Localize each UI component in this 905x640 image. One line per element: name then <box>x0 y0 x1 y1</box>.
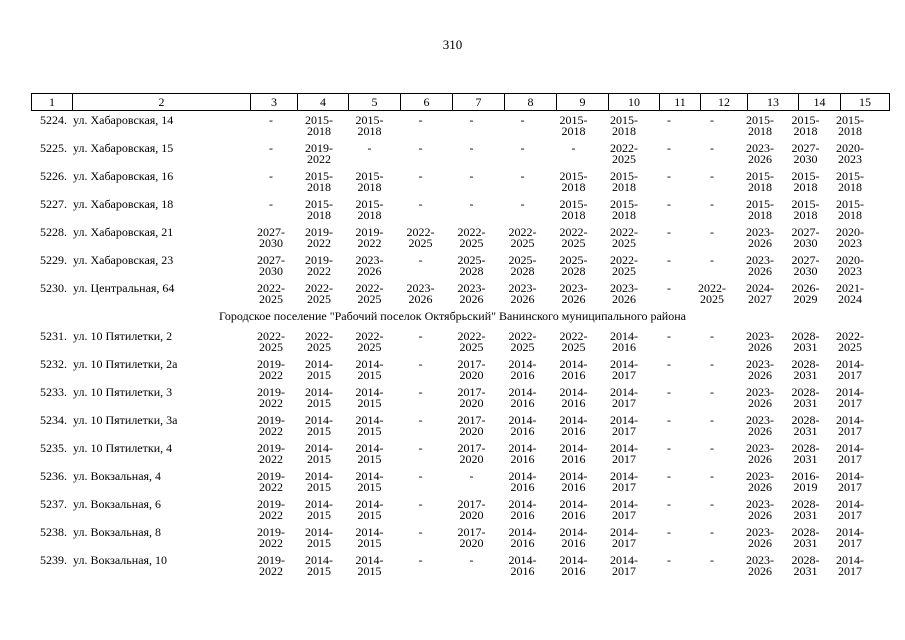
row-cell-col-5: 2022- 2025 <box>355 281 384 306</box>
row-cell-col-11: - <box>667 525 671 539</box>
row-cell-col-11: - <box>667 281 671 295</box>
row-cell-col-11: - <box>667 441 671 455</box>
row-cell-col-7: 2017- 2020 <box>457 385 486 410</box>
header-col-11: 11 <box>660 94 701 111</box>
table-row <box>31 524 874 552</box>
row-cell-col-5: 2019- 2022 <box>355 225 384 250</box>
row-cell-col-4: 2015- 2018 <box>305 197 333 222</box>
row-cell-col-14: 2026- 2029 <box>791 281 820 306</box>
row-cell-col-10: 2014- 2017 <box>610 553 638 578</box>
row-cell-col-9: - <box>571 141 576 155</box>
data-rows <box>31 112 874 580</box>
row-cell-col-10: 2014- 2017 <box>610 441 638 466</box>
header-col-1: 1 <box>32 94 73 111</box>
header-col-4: 4 <box>298 94 349 111</box>
table-row <box>31 384 874 412</box>
row-cell-col-9: 2014- 2016 <box>559 441 588 466</box>
row-cell-col-9: 2014- 2016 <box>559 357 588 382</box>
row-cell-col-8: 2014- 2016 <box>508 497 537 522</box>
row-cell-col-3: 2019- 2022 <box>257 525 285 550</box>
row-cell-col-11: - <box>667 357 671 371</box>
row-cell-col-9: 2014- 2016 <box>559 385 588 410</box>
row-cell-col-12: - <box>710 113 714 127</box>
row-address: ул. Вокзальная, 6 <box>73 497 162 511</box>
row-address: ул. Вокзальная, 4 <box>73 469 162 483</box>
row-cell-col-3: - <box>269 113 273 127</box>
row-cell-col-8: - <box>520 169 525 183</box>
row-cell-col-9: 2025- 2028 <box>559 253 588 278</box>
row-cell-col-12: - <box>710 141 714 155</box>
row-cell-col-3: 2019- 2022 <box>257 357 285 382</box>
row-cell-col-10: 2014- 2017 <box>610 497 638 522</box>
table-row <box>31 196 874 224</box>
row-cell-col-4: 2019- 2022 <box>305 141 333 166</box>
row-cell-col-3: 2019- 2022 <box>257 497 285 522</box>
row-cell-col-6: - <box>418 469 423 483</box>
row-cell-col-3: 2027- 2030 <box>257 253 285 278</box>
row-cell-col-15: 2014- 2017 <box>836 525 864 550</box>
row-cell-col-11: - <box>667 385 671 399</box>
table-row <box>31 552 874 580</box>
row-cell-col-7: 2017- 2020 <box>457 413 486 438</box>
row-cell-col-14: 2015- 2018 <box>791 169 820 194</box>
row-cell-col-9: 2014- 2016 <box>559 525 588 550</box>
row-number: 5238. <box>40 525 67 539</box>
row-number: 5231. <box>40 329 67 343</box>
row-cell-col-4: 2019- 2022 <box>305 253 333 278</box>
row-cell-col-9: 2015- 2018 <box>559 169 588 194</box>
row-number: 5239. <box>40 553 67 567</box>
row-cell-col-12: - <box>710 553 714 567</box>
row-cell-col-12: - <box>710 441 714 455</box>
row-cell-col-4: 2014- 2015 <box>305 497 333 522</box>
row-cell-col-15: 2020- 2023 <box>836 253 864 278</box>
row-cell-col-6: - <box>418 197 423 211</box>
row-cell-col-13: 2023- 2026 <box>746 329 774 354</box>
row-cell-col-9: 2022- 2025 <box>559 225 588 250</box>
row-cell-col-6: - <box>418 329 423 343</box>
row-cell-col-14: 2028- 2031 <box>791 385 820 410</box>
section-title: Городское поселение "Рабочий поселок Октябрьский" Ванинского муниципального района <box>219 309 686 323</box>
row-address: ул. 10 Пятилетки, 4 <box>73 441 173 455</box>
row-number: 5225. <box>40 141 67 155</box>
row-cell-col-14: 2028- 2031 <box>791 525 820 550</box>
row-cell-col-11: - <box>667 253 671 267</box>
row-cell-col-8: 2014- 2016 <box>508 441 537 466</box>
row-cell-col-13: 2015- 2018 <box>746 169 774 194</box>
row-cell-col-8: 2014- 2016 <box>508 525 537 550</box>
row-cell-col-13: 2023- 2026 <box>746 497 774 522</box>
table-row <box>31 224 874 252</box>
row-cell-col-6: 2023- 2026 <box>406 281 435 306</box>
row-cell-col-8: 2014- 2016 <box>508 385 537 410</box>
table-row <box>31 252 874 280</box>
row-cell-col-14: 2016- 2019 <box>791 469 820 494</box>
row-cell-col-13: 2015- 2018 <box>746 197 774 222</box>
row-cell-col-15: 2015- 2018 <box>836 113 864 138</box>
row-number: 5226. <box>40 169 67 183</box>
row-cell-col-11: - <box>667 113 671 127</box>
row-cell-col-6: - <box>418 385 423 399</box>
row-cell-col-13: 2023- 2026 <box>746 141 774 166</box>
row-address: ул. Хабаровская, 16 <box>73 169 174 183</box>
header-col-9: 9 <box>557 94 609 111</box>
row-cell-col-8: - <box>520 197 525 211</box>
row-cell-col-10: 2022- 2025 <box>610 253 638 278</box>
row-cell-col-13: 2023- 2026 <box>746 441 774 466</box>
row-cell-col-14: 2028- 2031 <box>791 413 820 438</box>
row-cell-col-5: 2014- 2015 <box>355 469 384 494</box>
table-row <box>31 328 874 356</box>
row-cell-col-8: - <box>520 113 525 127</box>
row-cell-col-3: - <box>269 141 273 155</box>
row-cell-col-7: 2022- 2025 <box>457 225 486 250</box>
row-cell-col-3: 2019- 2022 <box>257 553 285 578</box>
row-cell-col-3: 2019- 2022 <box>257 413 285 438</box>
row-number: 5224. <box>40 113 67 127</box>
row-cell-col-13: 2023- 2026 <box>746 553 774 578</box>
row-cell-col-6: - <box>418 141 423 155</box>
row-cell-col-8: 2022- 2025 <box>508 329 537 354</box>
row-cell-col-10: 2014- 2016 <box>610 329 638 354</box>
row-cell-col-5: 2014- 2015 <box>355 497 384 522</box>
row-cell-col-7: 2025- 2028 <box>457 253 486 278</box>
row-cell-col-7: - <box>469 169 474 183</box>
row-cell-col-13: 2023- 2026 <box>746 385 774 410</box>
row-address: ул. Центральная, 64 <box>73 281 175 295</box>
header-row <box>32 94 890 111</box>
row-cell-col-15: 2014- 2017 <box>836 357 864 382</box>
row-cell-col-10: 2014- 2017 <box>610 469 638 494</box>
row-cell-col-11: - <box>667 497 671 511</box>
row-cell-col-11: - <box>667 413 671 427</box>
row-cell-col-14: 2027- 2030 <box>791 225 820 250</box>
row-cell-col-9: 2015- 2018 <box>559 197 588 222</box>
row-cell-col-15: 2015- 2018 <box>836 197 864 222</box>
row-cell-col-12: - <box>710 525 714 539</box>
row-cell-col-15: 2020- 2023 <box>836 141 864 166</box>
row-cell-col-6: 2022- 2025 <box>406 225 435 250</box>
row-address: ул. 10 Пятилетки, 3 <box>73 385 173 399</box>
row-cell-col-3: 2019- 2022 <box>257 469 285 494</box>
row-number: 5229. <box>40 253 67 267</box>
header-col-5: 5 <box>349 94 401 111</box>
row-cell-col-5: 2023- 2026 <box>355 253 384 278</box>
header-col-8: 8 <box>505 94 557 111</box>
header-col-7: 7 <box>453 94 505 111</box>
table-row <box>31 112 874 140</box>
row-cell-col-7: - <box>469 141 474 155</box>
row-cell-col-7: - <box>469 553 474 567</box>
row-cell-col-15: 2014- 2017 <box>836 553 864 578</box>
row-cell-col-3: 2022- 2025 <box>257 281 285 306</box>
row-cell-col-15: 2014- 2017 <box>836 469 864 494</box>
row-cell-col-9: 2014- 2016 <box>559 413 588 438</box>
row-cell-col-10: 2023- 2026 <box>610 281 638 306</box>
row-cell-col-7: 2017- 2020 <box>457 441 486 466</box>
row-cell-col-12: - <box>710 169 714 183</box>
row-cell-col-10: 2014- 2017 <box>610 385 638 410</box>
row-cell-col-4: 2014- 2015 <box>305 525 333 550</box>
row-cell-col-15: 2014- 2017 <box>836 497 864 522</box>
row-address: ул. Вокзальная, 10 <box>73 553 168 567</box>
row-cell-col-4: 2014- 2015 <box>305 441 333 466</box>
row-cell-col-12: - <box>710 497 714 511</box>
header-col-15: 15 <box>841 94 890 111</box>
row-number: 5234. <box>40 413 67 427</box>
row-cell-col-10: 2022- 2025 <box>610 225 638 250</box>
row-cell-col-9: 2014- 2016 <box>559 497 588 522</box>
row-cell-col-6: - <box>418 497 423 511</box>
row-address: ул. Хабаровская, 14 <box>73 113 174 127</box>
row-cell-col-5: 2015- 2018 <box>355 113 384 138</box>
row-cell-col-11: - <box>667 469 671 483</box>
row-cell-col-9: 2022- 2025 <box>559 329 588 354</box>
row-cell-col-3: 2027- 2030 <box>257 225 285 250</box>
row-cell-col-4: 2014- 2015 <box>305 357 333 382</box>
row-number: 5227. <box>40 197 67 211</box>
header-col-14: 14 <box>799 94 841 111</box>
table-row <box>31 280 874 308</box>
row-cell-col-8: - <box>520 141 525 155</box>
row-number: 5230. <box>40 281 67 295</box>
row-cell-col-15: 2021- 2024 <box>836 281 864 306</box>
column-number-header <box>31 93 890 111</box>
row-cell-col-4: 2015- 2018 <box>305 113 333 138</box>
row-cell-col-3: 2019- 2022 <box>257 385 285 410</box>
table-row <box>31 356 874 384</box>
row-cell-col-13: 2023- 2026 <box>746 357 774 382</box>
table-row <box>31 496 874 524</box>
row-cell-col-6: - <box>418 357 423 371</box>
row-cell-col-14: 2028- 2031 <box>791 329 820 354</box>
row-cell-col-12: - <box>710 385 714 399</box>
row-cell-col-7: 2023- 2026 <box>457 281 486 306</box>
row-cell-col-12: - <box>710 469 714 483</box>
row-cell-col-14: 2015- 2018 <box>791 197 820 222</box>
row-cell-col-9: 2015- 2018 <box>559 113 588 138</box>
row-cell-col-7: - <box>469 197 474 211</box>
row-cell-col-4: 2022- 2025 <box>305 329 333 354</box>
row-cell-col-6: - <box>418 553 423 567</box>
row-cell-col-5: - <box>367 141 372 155</box>
row-cell-col-3: - <box>269 169 273 183</box>
page-number: 310 <box>442 37 463 52</box>
row-cell-col-15: 2014- 2017 <box>836 441 864 466</box>
row-number: 5228. <box>40 225 67 239</box>
row-cell-col-10: 2014- 2017 <box>610 357 638 382</box>
row-cell-col-11: - <box>667 141 671 155</box>
row-cell-col-15: 2022- 2025 <box>836 329 864 354</box>
row-cell-col-13: 2023- 2026 <box>746 525 774 550</box>
row-cell-col-4: 2014- 2015 <box>305 385 333 410</box>
row-address: ул. 10 Пятилетки, 3а <box>73 413 178 427</box>
row-cell-col-6: - <box>418 169 423 183</box>
row-cell-col-13: 2023- 2026 <box>746 253 774 278</box>
header-col-13: 13 <box>748 94 799 111</box>
row-cell-col-3: - <box>269 197 273 211</box>
row-cell-col-10: 2014- 2017 <box>610 525 638 550</box>
row-cell-col-8: 2025- 2028 <box>508 253 537 278</box>
row-cell-col-11: - <box>667 197 671 211</box>
row-cell-col-14: 2028- 2031 <box>791 497 820 522</box>
row-address: ул. Хабаровская, 23 <box>73 253 174 267</box>
row-cell-col-12: - <box>710 197 714 211</box>
row-number: 5236. <box>40 469 67 483</box>
row-address: ул. 10 Пятилетки, 2а <box>73 357 178 371</box>
row-cell-col-5: 2014- 2015 <box>355 525 384 550</box>
row-cell-col-11: - <box>667 225 671 239</box>
row-cell-col-14: 2028- 2031 <box>791 553 820 578</box>
row-cell-col-4: 2014- 2015 <box>305 469 333 494</box>
row-cell-col-11: - <box>667 553 671 567</box>
row-cell-col-8: 2023- 2026 <box>508 281 537 306</box>
table-row <box>31 468 874 496</box>
row-cell-col-11: - <box>667 329 671 343</box>
row-cell-col-8: 2022- 2025 <box>508 225 537 250</box>
row-cell-col-6: - <box>418 413 423 427</box>
row-cell-col-3: 2022- 2025 <box>257 329 285 354</box>
row-cell-col-14: 2027- 2030 <box>791 253 820 278</box>
row-address: ул. Хабаровская, 21 <box>73 225 174 239</box>
row-cell-col-13: 2015- 2018 <box>746 113 774 138</box>
row-cell-col-12: - <box>710 357 714 371</box>
row-cell-col-5: 2022- 2025 <box>355 329 384 354</box>
row-cell-col-8: 2014- 2016 <box>508 469 537 494</box>
row-cell-col-12: 2022- 2025 <box>698 281 726 306</box>
row-cell-col-7: 2022- 2025 <box>457 329 486 354</box>
row-cell-col-10: 2014- 2017 <box>610 413 638 438</box>
row-cell-col-7: 2017- 2020 <box>457 357 486 382</box>
row-cell-col-14: 2028- 2031 <box>791 357 820 382</box>
row-cell-col-7: - <box>469 113 474 127</box>
row-cell-col-13: 2023- 2026 <box>746 469 774 494</box>
row-cell-col-8: 2014- 2016 <box>508 413 537 438</box>
row-cell-col-5: 2014- 2015 <box>355 413 384 438</box>
row-cell-col-11: - <box>667 169 671 183</box>
row-address: ул. Вокзальная, 8 <box>73 525 162 539</box>
row-cell-col-9: 2014- 2016 <box>559 553 588 578</box>
table-row <box>31 168 874 196</box>
row-address: ул. Хабаровская, 18 <box>73 197 174 211</box>
table-row <box>31 440 874 468</box>
header-col-3: 3 <box>251 94 298 111</box>
row-cell-col-9: 2023- 2026 <box>559 281 588 306</box>
row-cell-col-5: 2014- 2015 <box>355 385 384 410</box>
header-col-2: 2 <box>73 94 251 111</box>
row-cell-col-4: 2014- 2015 <box>305 413 333 438</box>
header-col-10: 10 <box>609 94 660 111</box>
row-cell-col-15: 2014- 2017 <box>836 385 864 410</box>
row-cell-col-12: - <box>710 329 714 343</box>
row-cell-col-9: 2014- 2016 <box>559 469 588 494</box>
row-cell-col-7: 2017- 2020 <box>457 497 486 522</box>
row-cell-col-5: 2015- 2018 <box>355 197 384 222</box>
row-number: 5232. <box>40 357 67 371</box>
row-address: ул. Хабаровская, 15 <box>73 141 174 155</box>
row-cell-col-6: - <box>418 253 423 267</box>
row-cell-col-13: 2023- 2026 <box>746 413 774 438</box>
row-cell-col-12: - <box>710 225 714 239</box>
row-cell-col-14: 2015- 2018 <box>791 113 820 138</box>
row-cell-col-5: 2014- 2015 <box>355 553 384 578</box>
row-cell-col-12: - <box>710 253 714 267</box>
row-cell-col-10: 2015- 2018 <box>610 113 638 138</box>
row-cell-col-13: 2023- 2026 <box>746 225 774 250</box>
row-cell-col-4: 2022- 2025 <box>305 281 333 306</box>
row-cell-col-14: 2028- 2031 <box>791 441 820 466</box>
row-cell-col-6: - <box>418 525 423 539</box>
row-cell-col-14: 2027- 2030 <box>791 141 820 166</box>
row-cell-col-5: 2015- 2018 <box>355 169 384 194</box>
row-cell-col-10: 2022- 2025 <box>610 141 638 166</box>
table-row <box>31 412 874 440</box>
row-cell-col-10: 2015- 2018 <box>610 197 638 222</box>
row-cell-col-13: 2024- 2027 <box>746 281 774 306</box>
row-cell-col-15: 2014- 2017 <box>836 413 864 438</box>
header-col-12: 12 <box>701 94 748 111</box>
row-cell-col-6: - <box>418 113 423 127</box>
row-cell-col-3: 2019- 2022 <box>257 441 285 466</box>
row-cell-col-8: 2014- 2016 <box>508 357 537 382</box>
row-cell-col-15: 2020- 2023 <box>836 225 864 250</box>
row-cell-col-7: 2017- 2020 <box>457 525 486 550</box>
header-col-6: 6 <box>401 94 453 111</box>
row-cell-col-12: - <box>710 413 714 427</box>
row-cell-col-4: 2014- 2015 <box>305 553 333 578</box>
row-number: 5235. <box>40 441 67 455</box>
row-cell-col-10: 2015- 2018 <box>610 169 638 194</box>
row-cell-col-15: 2015- 2018 <box>836 169 864 194</box>
row-cell-col-4: 2015- 2018 <box>305 169 333 194</box>
row-cell-col-5: 2014- 2015 <box>355 441 384 466</box>
row-cell-col-8: 2014- 2016 <box>508 553 537 578</box>
table-row <box>31 140 874 168</box>
row-cell-col-7: - <box>469 469 474 483</box>
row-cell-col-5: 2014- 2015 <box>355 357 384 382</box>
row-cell-col-6: - <box>418 441 423 455</box>
row-cell-col-4: 2019- 2022 <box>305 225 333 250</box>
row-address: ул. 10 Пятилетки, 2 <box>73 329 173 343</box>
row-number: 5233. <box>40 385 67 399</box>
row-number: 5237. <box>40 497 67 511</box>
